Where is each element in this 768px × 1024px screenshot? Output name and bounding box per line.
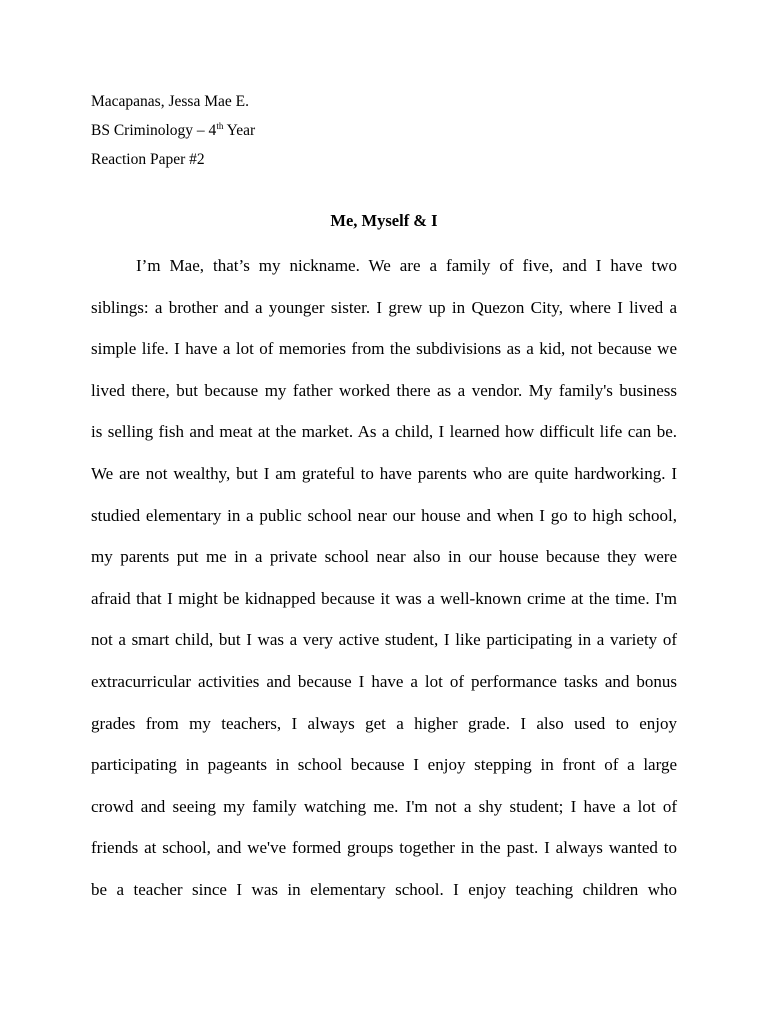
paragraph-line: extracurricular activities and because I have a lot of performance tasks and bonus <box>91 671 677 691</box>
paragraph-line: siblings: a brother and a younger sister. I grew up in Quezon City, where I lived a <box>91 297 677 317</box>
paragraph-line: lived there, but because my father worked there as a vendor. My family's business <box>91 380 677 400</box>
paragraph-line: be a teacher since I was in elementary school. I enjoy teaching children who <box>91 879 677 899</box>
paper-label: Reaction Paper #2 <box>91 151 205 168</box>
course-suffix: Year <box>223 122 256 139</box>
paragraph-line: participating in pageants in school because I enjoy stepping in front of a large <box>91 755 677 775</box>
document-header <box>91 92 691 179</box>
paragraph-line: simple life. I have a lot of memories from the subdivisions as a kid, not because we <box>91 339 677 359</box>
paragraph-line: afraid that I might be kidnapped because it was a well-known crime at the time. I'm <box>91 588 677 608</box>
paragraph-line: is selling fish and meat at the market. As a child, I learned how difficult life can be. <box>91 422 677 442</box>
course-year <box>91 121 691 150</box>
paragraph-line: studied elementary in a public school near our house and when I go to high school, <box>91 505 677 525</box>
paragraph-line: friends at school, and we've formed groups together in the past. I always wanted to <box>91 838 677 858</box>
paragraph-line: crowd and seeing my family watching me. I'm not a shy student; I have a lot of <box>91 796 677 816</box>
course-prefix: BS Criminology – 4 <box>91 122 217 139</box>
paragraph-line: We are not wealthy, but I am grateful to have parents who are quite hardworking. I <box>91 463 677 483</box>
paragraph-line: I’m Mae, that’s my nickname. We are a family of five, and I have two <box>136 256 677 275</box>
paragraph-line: grades from my teachers, I always get a higher grade. I also used to enjoy <box>91 713 677 733</box>
paragraph-line: my parents put me in a private school near also in our house because they were <box>91 547 677 567</box>
author-name: Macapanas, Jessa Mae E. <box>91 93 249 110</box>
course-ordinal-suffix: th <box>216 120 224 131</box>
document-title: Me, Myself & I <box>330 211 438 230</box>
body-paragraph <box>91 253 677 919</box>
paragraph-line: not a smart child, but I was a very active student, I like participating in a variety of <box>91 630 677 650</box>
